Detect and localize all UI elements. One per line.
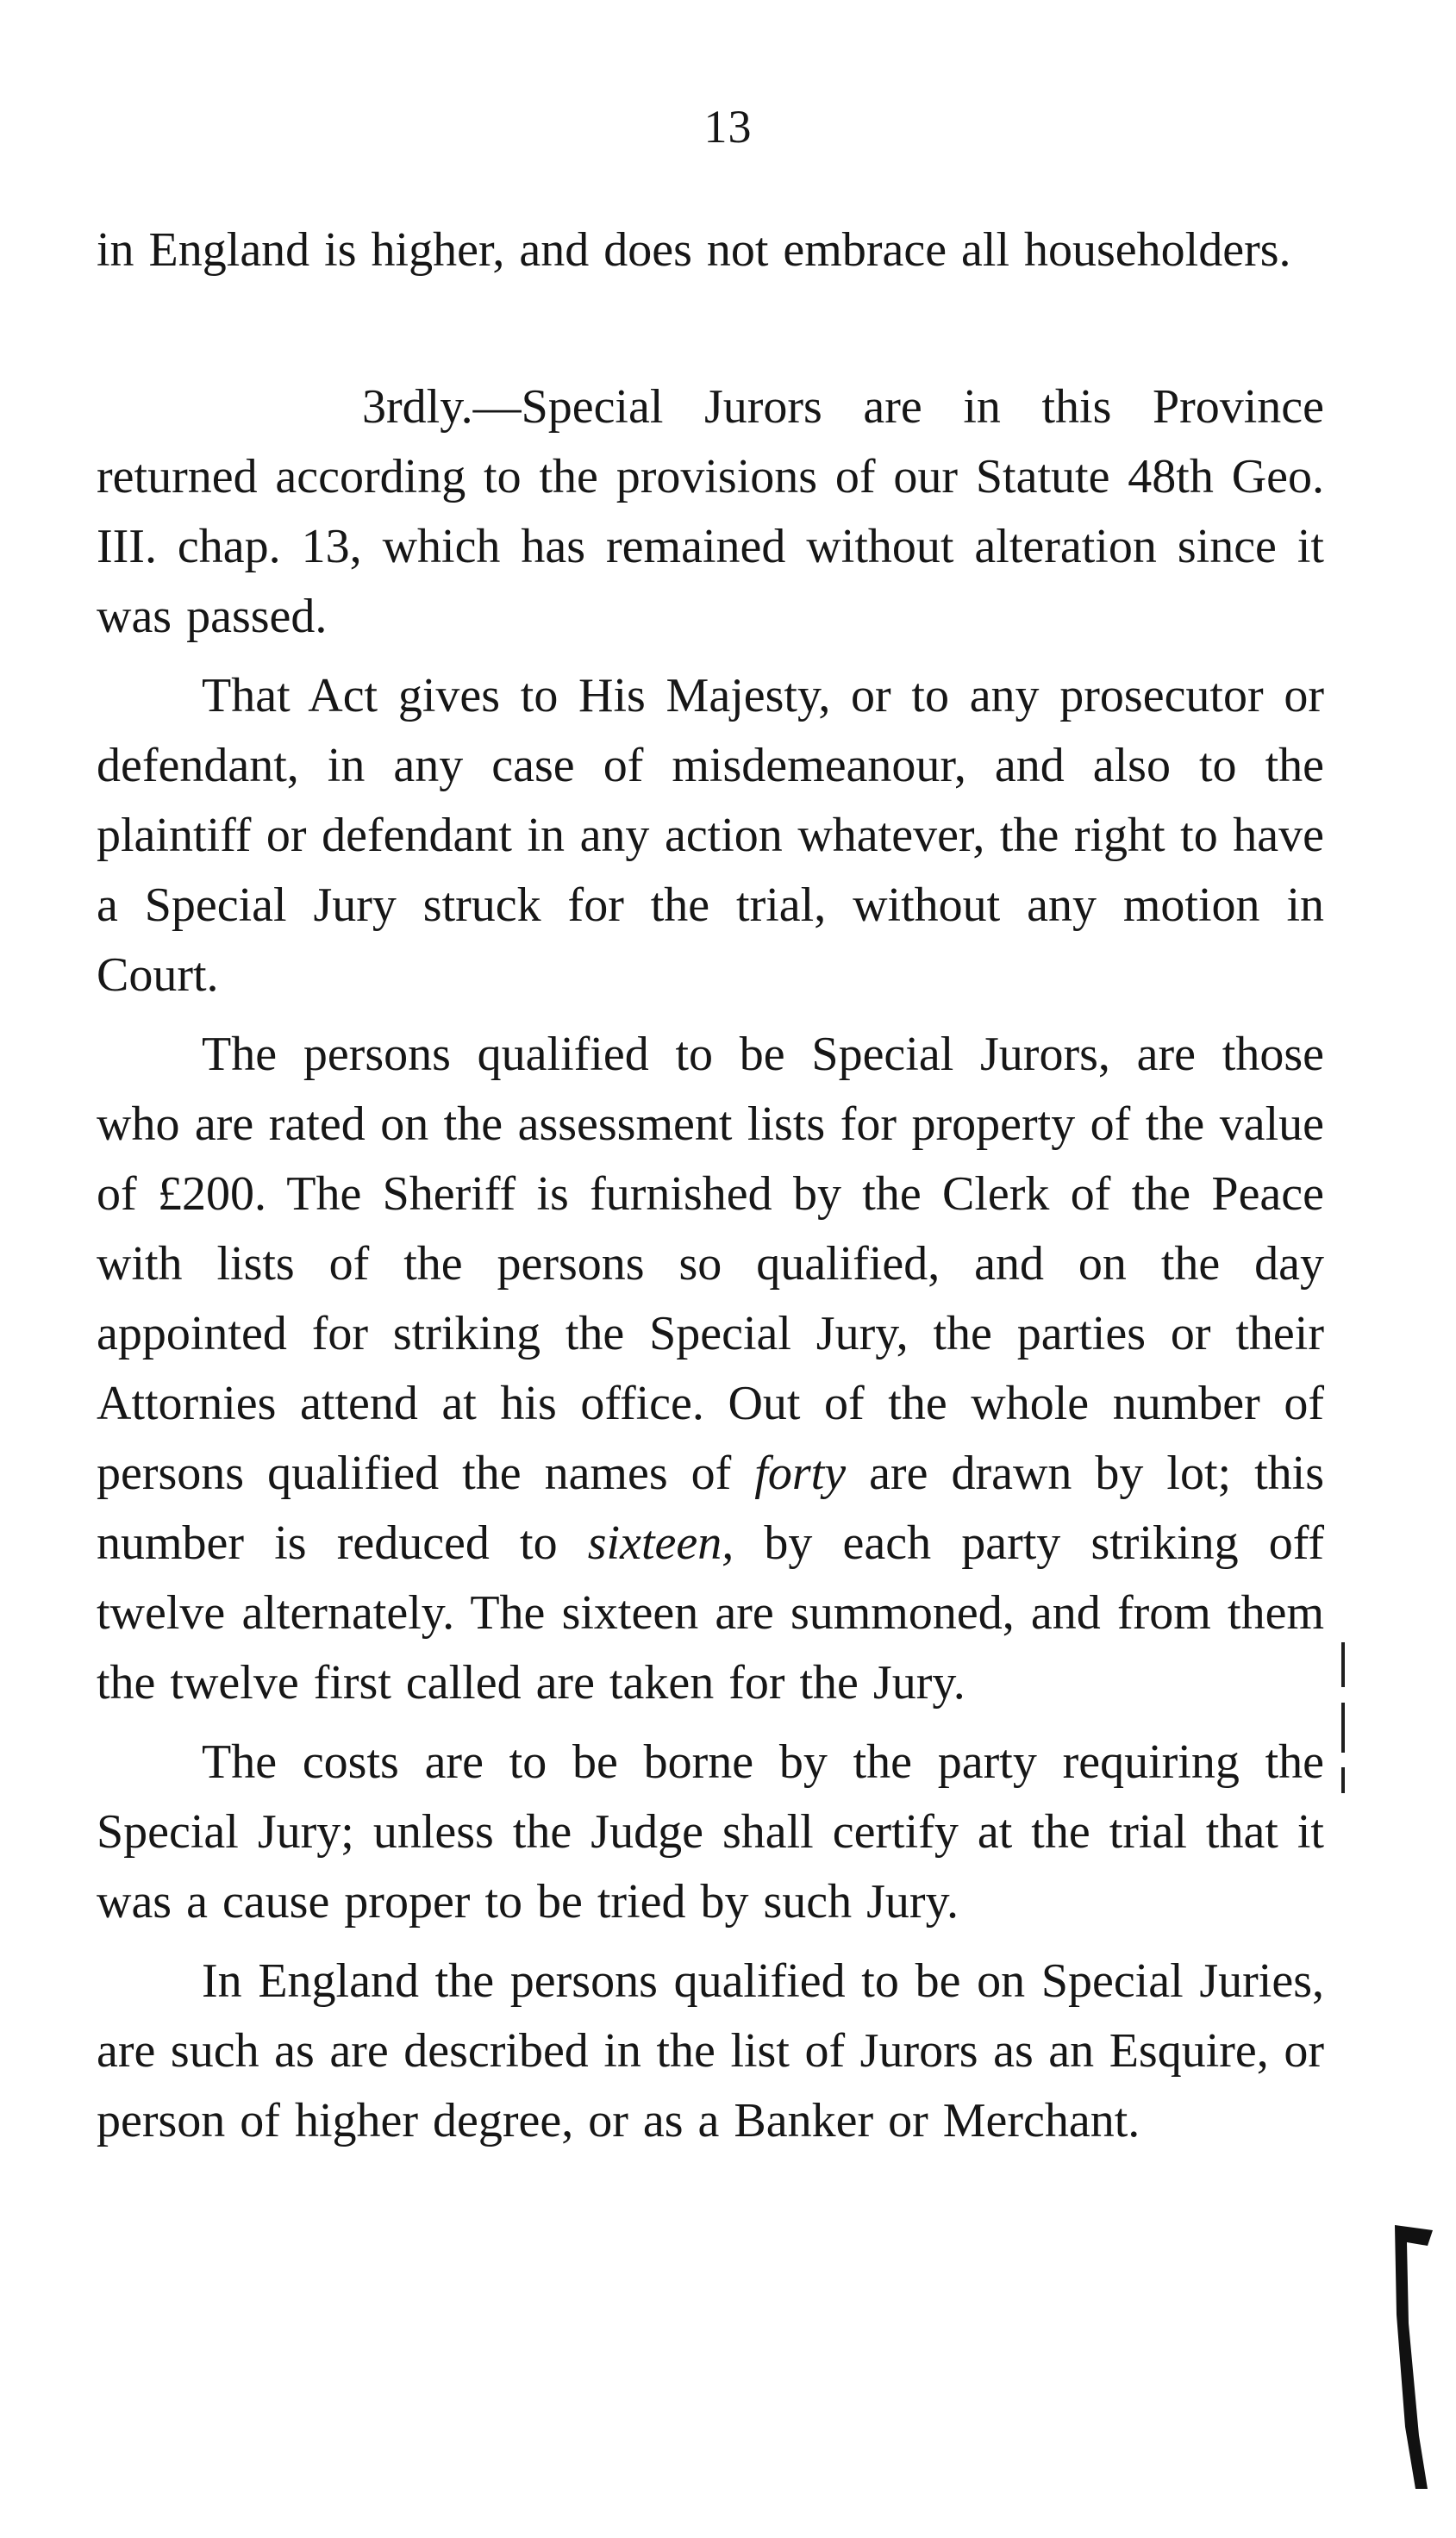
paragraph-third-point: 3rdly.—Special Jurors are in this Province returned according to the provisions of our Statute 48th Geo. III. chap. 13, which has remained without alteration since it was passed. bbox=[97, 380, 1324, 643]
margin-rule-mark bbox=[1341, 1703, 1345, 1753]
paragraph-act-provisions: That Act gives to His Majesty, or to any prosecutor or defendant, in any case of misdemeanour, and also to the plaintiff or defendant in any action whatever, the right to have a Special Jury struck for the trial, without any motion in Court. bbox=[97, 669, 1324, 1002]
emphasis-sixteen: sixteen, bbox=[587, 1516, 734, 1570]
paragraph-costs: The costs are to be borne by the party requiring the Special Jury; unless the Judge shall certify at the trial that it was a cause proper to be tried by such Jury. bbox=[97, 1735, 1324, 1929]
qualified-persons-text-3: by each party striking off twelve alternately. The sixteen are summoned, and from them the twelve first called are taken for the Jury. bbox=[97, 1516, 1325, 1710]
margin-rule-mark bbox=[1341, 1767, 1345, 1793]
qualified-persons-text-2: are drawn by lot; this number is reduced to bbox=[97, 1447, 1324, 1570]
page-text bbox=[97, 216, 1324, 2166]
margin-rule-mark bbox=[1341, 1642, 1345, 1687]
page-number: 13 bbox=[703, 101, 753, 153]
paragraph-england-comparison: In England the persons qualified to be on Special Juries, are such as are described in the list of Jurors as an Esquire, or person of higher degree, or as a Banker or Merchant. bbox=[97, 1954, 1324, 2147]
emphasis-forty: forty bbox=[754, 1447, 847, 1500]
binding-edge-mark bbox=[1390, 2220, 1441, 2496]
qualified-persons-text-1: The persons qualified to be Special Jurors, are those who are rated on the assessment lists for property of the value of £200. The Sheriff is furnished by the Clerk of the Peace with lists of the persons so qualified, and on the day appointed for striking the Special Jury, the parties or their Attornies attend at his office. Out of the whole number of persons qualified the names of bbox=[97, 1028, 1324, 1500]
paragraph-continuation: in England is higher, and does not embrace all householders. bbox=[97, 223, 1291, 277]
paragraph-qualified-persons bbox=[97, 1020, 1324, 1718]
